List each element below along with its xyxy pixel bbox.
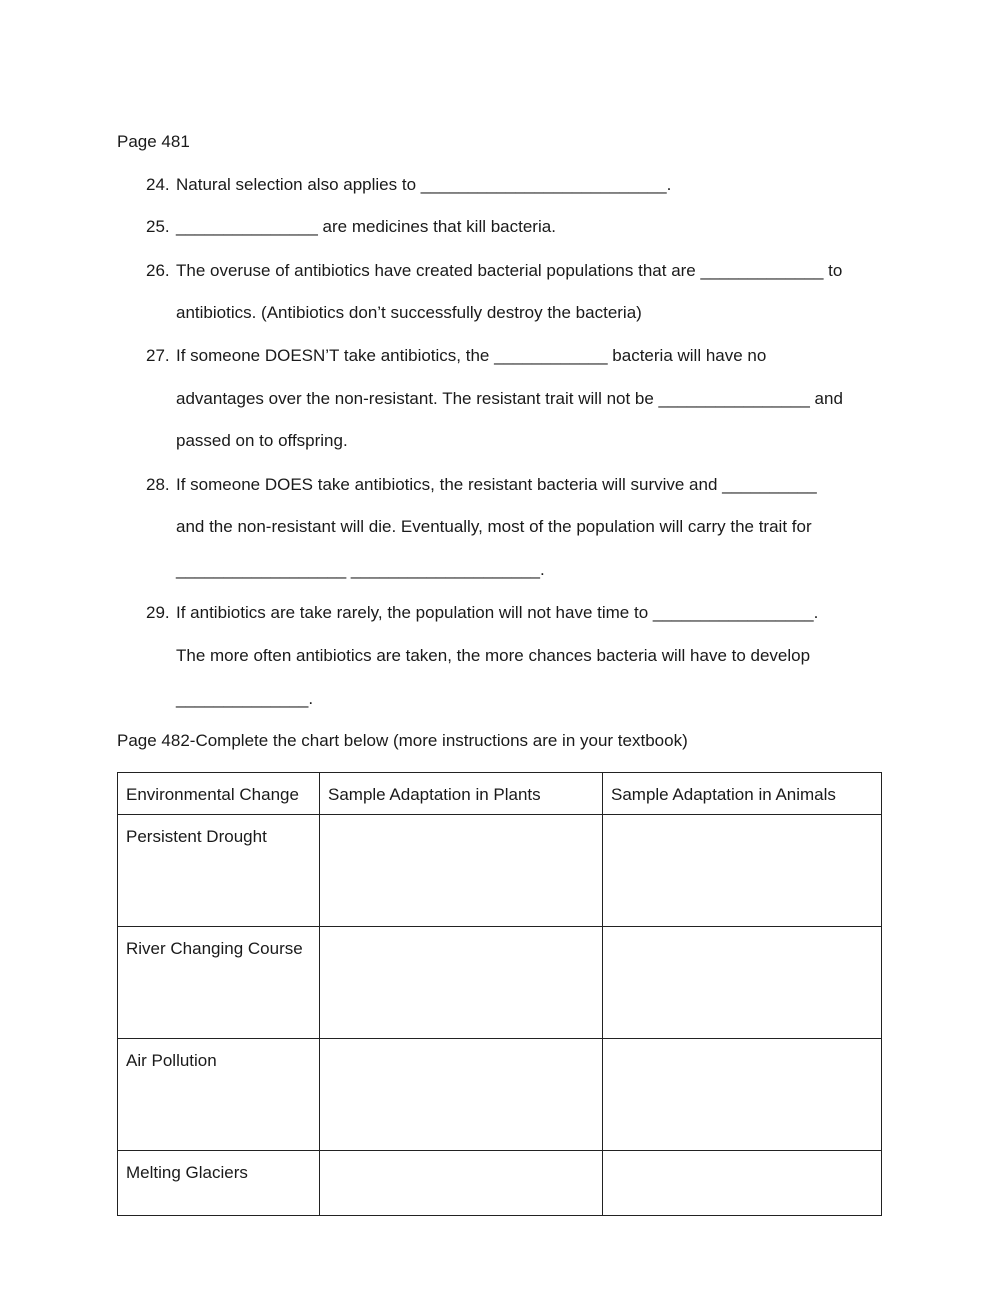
- plants-answer-cell[interactable]: [320, 1151, 603, 1216]
- animals-answer-cell[interactable]: [603, 815, 882, 927]
- animals-answer-cell[interactable]: [603, 1039, 882, 1151]
- plants-answer-cell[interactable]: [320, 1039, 603, 1151]
- question-number: 28.: [146, 475, 170, 494]
- plants-answer-cell[interactable]: [320, 927, 603, 1039]
- page-482-heading: Page 482-Complete the chart below (more instructions are in your textbook): [117, 731, 688, 750]
- row-label: Melting Glaciers: [118, 1151, 320, 1216]
- question-line: If antibiotics are take rarely, the population will not have time to _________________.: [176, 603, 819, 622]
- table-row: [118, 1039, 882, 1151]
- page-481-heading: Page 481: [117, 132, 190, 151]
- question-line: ______________.: [176, 689, 314, 708]
- row-label: Air Pollution: [118, 1039, 320, 1151]
- animals-answer-cell[interactable]: [603, 927, 882, 1039]
- row-label: Persistent Drought: [118, 815, 320, 927]
- question-line: The more often antibiotics are taken, the more chances bacteria will have to develop: [176, 646, 811, 665]
- question-number: 26.: [146, 261, 170, 280]
- question-number: 29.: [146, 603, 170, 622]
- question-line: and the non-resistant will die. Eventually, most of the population will carry the trait for: [176, 517, 812, 536]
- table-row: [118, 815, 882, 927]
- table-header-row: [118, 773, 882, 815]
- animals-answer-cell[interactable]: [603, 1151, 882, 1216]
- table-row: [118, 927, 882, 1039]
- table-row: [118, 1151, 882, 1216]
- question-line: The overuse of antibiotics have created bacterial populations that are _____________ to: [176, 261, 843, 280]
- header-adaptation-plants: Sample Adaptation in Plants: [320, 773, 603, 815]
- question-line: Natural selection also applies to __________________________.: [176, 175, 672, 194]
- header-adaptation-animals: Sample Adaptation in Animals: [603, 773, 882, 815]
- question-line: If someone DOESN’T take antibiotics, the ____________ bacteria will have no: [176, 346, 767, 365]
- question-number: 27.: [146, 346, 170, 365]
- adaptation-chart: [117, 772, 882, 1216]
- question-line: _______________ are medicines that kill bacteria.: [176, 217, 556, 236]
- question-line: antibiotics. (Antibiotics don’t successfully destroy the bacteria): [176, 303, 642, 322]
- question-line: advantages over the non-resistant. The resistant trait will not be ________________ and: [176, 389, 843, 408]
- row-label: River Changing Course: [118, 927, 320, 1039]
- question-line: __________________ ____________________.: [176, 560, 545, 579]
- question-number: 24.: [146, 175, 170, 194]
- header-environmental-change: Environmental Change: [118, 773, 320, 815]
- plants-answer-cell[interactable]: [320, 815, 603, 927]
- question-line: passed on to offspring.: [176, 431, 348, 450]
- question-number: 25.: [146, 217, 170, 236]
- question-line: If someone DOES take antibiotics, the resistant bacteria will survive and __________: [176, 475, 817, 494]
